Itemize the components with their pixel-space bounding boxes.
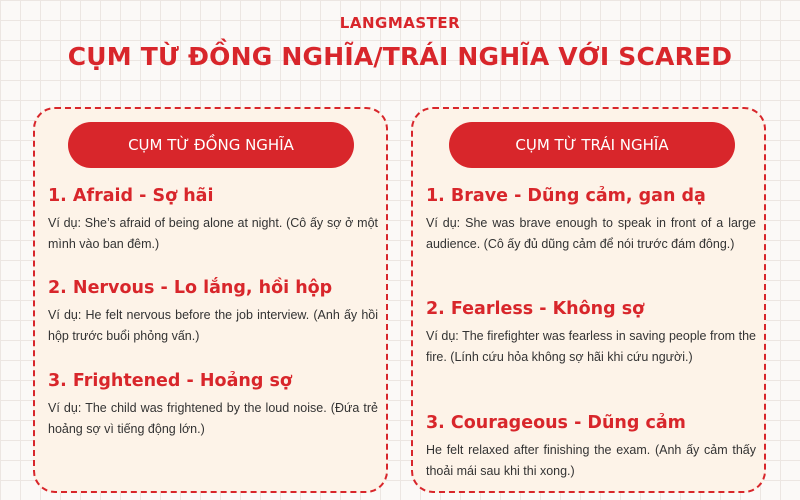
page-title: CỤM TỪ ĐỒNG NGHĨA/TRÁI NGHĨA VỚI SCARED — [67, 42, 733, 71]
antonym-entry-brave — [426, 185, 756, 255]
synonym-entry-frightened — [48, 370, 378, 440]
synonym-entry-afraid — [48, 185, 378, 255]
antonym-title: 1. Brave - Dũng cảm, gan dạ — [426, 186, 706, 206]
synonym-example: Ví dụ: He felt nervous before the job interview. (Anh ấy hồi hộp trước buổi phỏng vấn.) — [48, 308, 378, 343]
antonym-title: 3. Courageous - Dũng cảm — [426, 413, 686, 433]
synonym-entry-nervous — [48, 277, 378, 347]
synonym-example: Ví dụ: She’s afraid of being alone at night. (Cô ấy sợ ở một mình vào ban đêm.) — [48, 216, 378, 251]
antonym-title: 2. Fearless - Không sợ — [426, 299, 645, 319]
antonym-example: Ví dụ: The firefighter was fearless in saving people from the fire. (Lính cứu hỏa không sợ hãi khi cứu người.) — [426, 329, 756, 364]
antonyms-panel — [411, 107, 766, 493]
synonyms-heading: CỤM TỪ ĐỒNG NGHĨA — [68, 122, 354, 168]
antonym-entry-courageous — [426, 412, 756, 482]
synonym-title: 1. Afraid - Sợ hãi — [48, 186, 214, 206]
synonyms-panel — [33, 107, 388, 493]
synonym-example: Ví dụ: The child was frightened by the loud noise. (Đứa trẻ hoảng sợ vì tiếng động lớn.) — [48, 401, 378, 436]
antonyms-heading: CỤM TỪ TRÁI NGHĨA — [449, 122, 735, 168]
antonym-example: Ví dụ: She was brave enough to speak in front of a large audience. (Cô ấy đủ dũng cảm để nói trước đám đông.) — [426, 216, 756, 251]
synonym-title: 2. Nervous - Lo lắng, hồi hộp — [48, 278, 333, 298]
synonym-title: 3. Frightened - Hoảng sợ — [48, 371, 292, 391]
antonym-example: He felt relaxed after finishing the exam. (Anh ấy cảm thấy thoải mái sau khi thi xong.) — [426, 443, 756, 478]
antonym-entry-fearless — [426, 298, 756, 368]
brand-logo: LANGMASTER — [339, 14, 461, 32]
